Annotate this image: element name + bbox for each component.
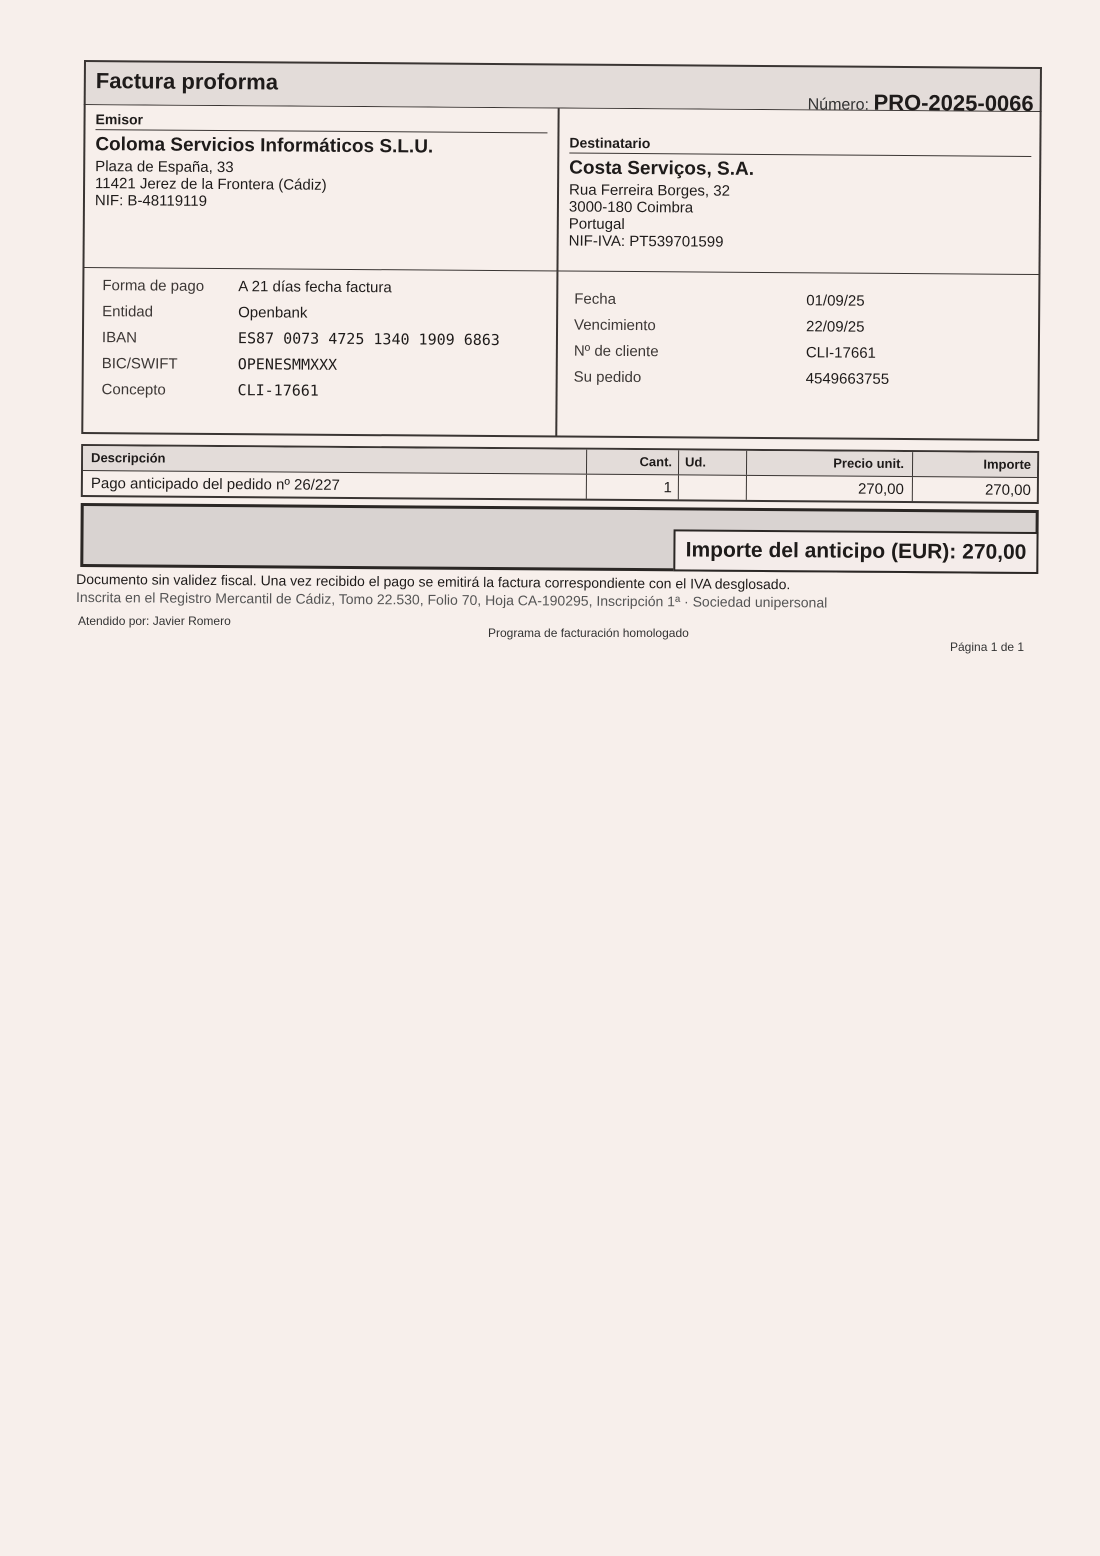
page-number: Página 1 de 1	[950, 640, 1025, 654]
total-box	[80, 503, 1038, 574]
bic-value: OPENESMMXXX	[237, 355, 338, 374]
destinatario-label: Destinatario	[569, 135, 1031, 157]
destinatario-address-line: 3000-180 Coimbra	[568, 198, 694, 217]
destinatario-name: Costa Serviços, S.A.	[569, 157, 755, 180]
detail-key: Nº de cliente	[573, 342, 659, 360]
concept-value: CLI-17661	[237, 381, 319, 400]
invoice-sheet	[76, 60, 1042, 612]
payment-row	[102, 298, 546, 327]
destinatario-country: Portugal	[568, 215, 625, 233]
item-description: Pago anticipado del pedido nº 26/227	[83, 471, 587, 499]
detail-key: Vencimiento	[574, 316, 656, 334]
item-amount: 270,00	[984, 481, 1031, 499]
payment-row	[102, 272, 546, 301]
detail-row	[574, 338, 1030, 367]
payment-row	[102, 324, 546, 353]
document-title: Factura proforma	[95, 68, 279, 95]
payment-value: Openbank	[238, 303, 308, 322]
payment-key: Concepto	[101, 380, 166, 399]
detail-value: 4549663755	[805, 369, 890, 388]
detail-value: CLI-17661	[805, 343, 876, 362]
payment-section	[81, 267, 1040, 441]
total-amount	[674, 529, 1039, 574]
invoice-number-value: PRO-2025-0066	[873, 89, 1034, 116]
emisor-address-line: Plaza de España, 33	[95, 158, 234, 177]
destinatario-nif: NIF-IVA: PT539701599	[568, 232, 724, 251]
invoice-number	[808, 89, 1034, 117]
invoice-header	[84, 60, 1042, 116]
payment-value: A 21 días fecha factura	[238, 277, 392, 296]
item-unit-price: 270,00	[747, 476, 913, 501]
fiscal-note: Documento sin validez fiscal. Una vez recibido el pago se emitirá la factura correspondiente con el IVA desglosado.	[76, 570, 791, 593]
payment-key: Forma de pago	[102, 276, 205, 295]
emisor-block	[84, 105, 559, 270]
detail-row	[574, 286, 1030, 315]
payment-key: IBAN	[101, 328, 138, 346]
detail-key: Fecha	[574, 290, 617, 308]
detail-value: 01/09/25	[806, 291, 865, 310]
destinatario-block	[558, 108, 1039, 274]
emisor-nif: NIF: B-48119119	[94, 192, 208, 210]
emisor-address-line: 11421 Jerez de la Frontera (Cádiz)	[95, 175, 327, 194]
parties-section	[82, 104, 1041, 274]
detail-row	[574, 364, 1030, 393]
detail-value: 22/09/25	[806, 317, 865, 336]
payment-key: Entidad	[102, 302, 154, 321]
header-precio-unit: Precio unit.	[747, 451, 913, 476]
emisor-name: Coloma Servicios Informáticos S.L.U.	[95, 134, 434, 158]
header-importe: Importe	[983, 456, 1032, 472]
header-descripcion: Descripción	[83, 446, 587, 474]
invoice-details	[557, 271, 1038, 439]
header-cantidad: Cant.	[587, 450, 679, 475]
header-unidad: Ud.	[679, 450, 747, 474]
destinatario-address-line: Rua Ferreira Borges, 32	[568, 181, 731, 200]
item-unit	[679, 475, 747, 499]
items-table	[81, 444, 1039, 504]
invoice-number-label: Número:	[807, 96, 870, 114]
emisor-label: Emisor	[95, 111, 547, 133]
attended-by: Atendido por: Javier Romero	[78, 614, 231, 628]
registry-note: Inscrita en el Registro Mercantil de Cádiz, Tomo 22.530, Folio 70, Hoja CA-190295, Inscripción 1ª · Sociedad unipersonal	[76, 588, 828, 611]
payment-info	[83, 268, 558, 435]
payment-row	[101, 376, 545, 405]
total-label: Importe del anticipo (EUR):	[685, 538, 957, 564]
detail-key: Su pedido	[573, 368, 642, 386]
billing-program: Programa de facturación homologado	[488, 626, 689, 640]
detail-row	[574, 312, 1030, 341]
payment-row	[102, 350, 546, 379]
item-quantity: 1	[587, 475, 679, 500]
payment-key: BIC/SWIFT	[101, 354, 178, 373]
iban-value: ES87 0073 4725 1340 1909 6863	[237, 329, 500, 350]
total-value: 270,00	[962, 540, 1027, 564]
